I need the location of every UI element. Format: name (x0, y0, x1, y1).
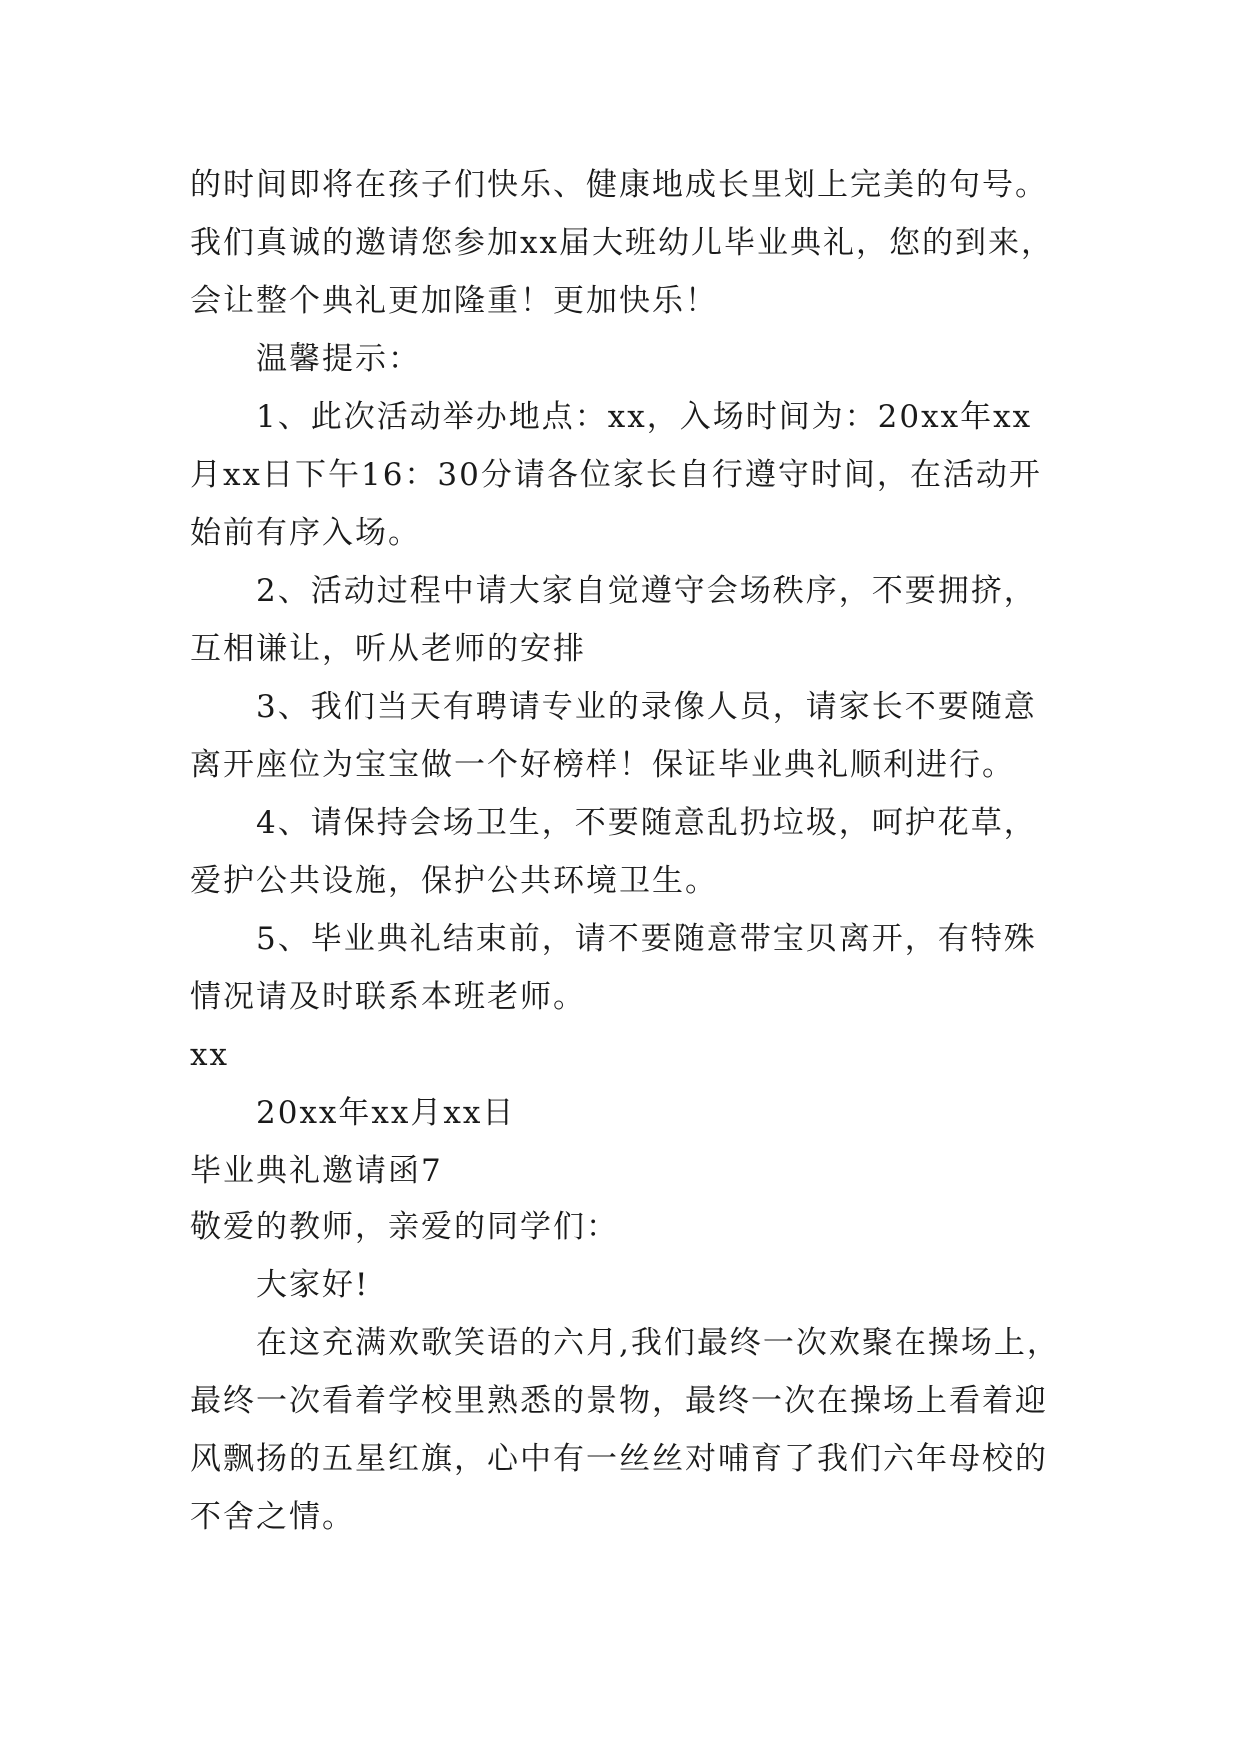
notice-item-4-cont: 爱护公共设施，保护公共环境卫生。 (190, 863, 718, 899)
salutation: 敬爱的教师，亲爱的同学们： (190, 1209, 619, 1245)
notice-item-3: 3、我们当天有聘请专业的录像人员，请家长不要随意 (256, 689, 1037, 725)
notice-item-2-cont: 互相谦让，听从老师的安排 (190, 631, 586, 667)
body-text-line: 会让整个典礼更加隆重！更加快乐！ (190, 283, 718, 319)
body-text-line: 最终一次看着学校里熟悉的景物，最终一次在操场上看着迎 (190, 1383, 1048, 1419)
notice-heading: 温馨提示： (256, 341, 421, 377)
body-text-line: 的时间即将在孩子们快乐、健康地成长里划上完美的句号。 (190, 167, 1048, 203)
notice-item-1-cont: 始前有序入场。 (190, 515, 421, 551)
notice-item-4: 4、请保持会场卫生，不要随意乱扔垃圾，呵护花草， (256, 805, 1037, 841)
greeting: 大家好! (256, 1267, 370, 1303)
date-line: 20xx年xx月xx日 (256, 1095, 516, 1131)
signature: xx (190, 1037, 229, 1073)
notice-item-3-cont: 离开座位为宝宝做一个好榜样！保证毕业典礼顺利进行。 (190, 747, 1015, 783)
notice-item-2: 2、活动过程中请大家自觉遵守会场秩序，不要拥挤， (256, 573, 1037, 609)
body-text-line: 风飘扬的五星红旗，心中有一丝丝对哺育了我们六年母校的 (190, 1441, 1048, 1477)
notice-item-5: 5、毕业典礼结束前，请不要随意带宝贝离开，有特殊 (256, 921, 1037, 957)
body-text-line: 在这充满欢歌笑语的六月,我们最终一次欢聚在操场上， (256, 1325, 1060, 1361)
notice-item-5-cont: 情况请及时联系本班老师。 (190, 979, 586, 1015)
notice-item-1: 1、此次活动举办地点：xx，入场时间为：20xx年xx (256, 399, 1033, 435)
notice-item-1-cont: 月xx日下午16：30分请各位家长自行遵守时间，在活动开 (190, 457, 1042, 493)
body-text-line: 我们真诚的邀请您参加xx届大班幼儿毕业典礼，您的到来， (190, 225, 1054, 261)
body-text-line: 不舍之情。 (190, 1499, 355, 1535)
section-title: 毕业典礼邀请函7 (190, 1153, 443, 1189)
